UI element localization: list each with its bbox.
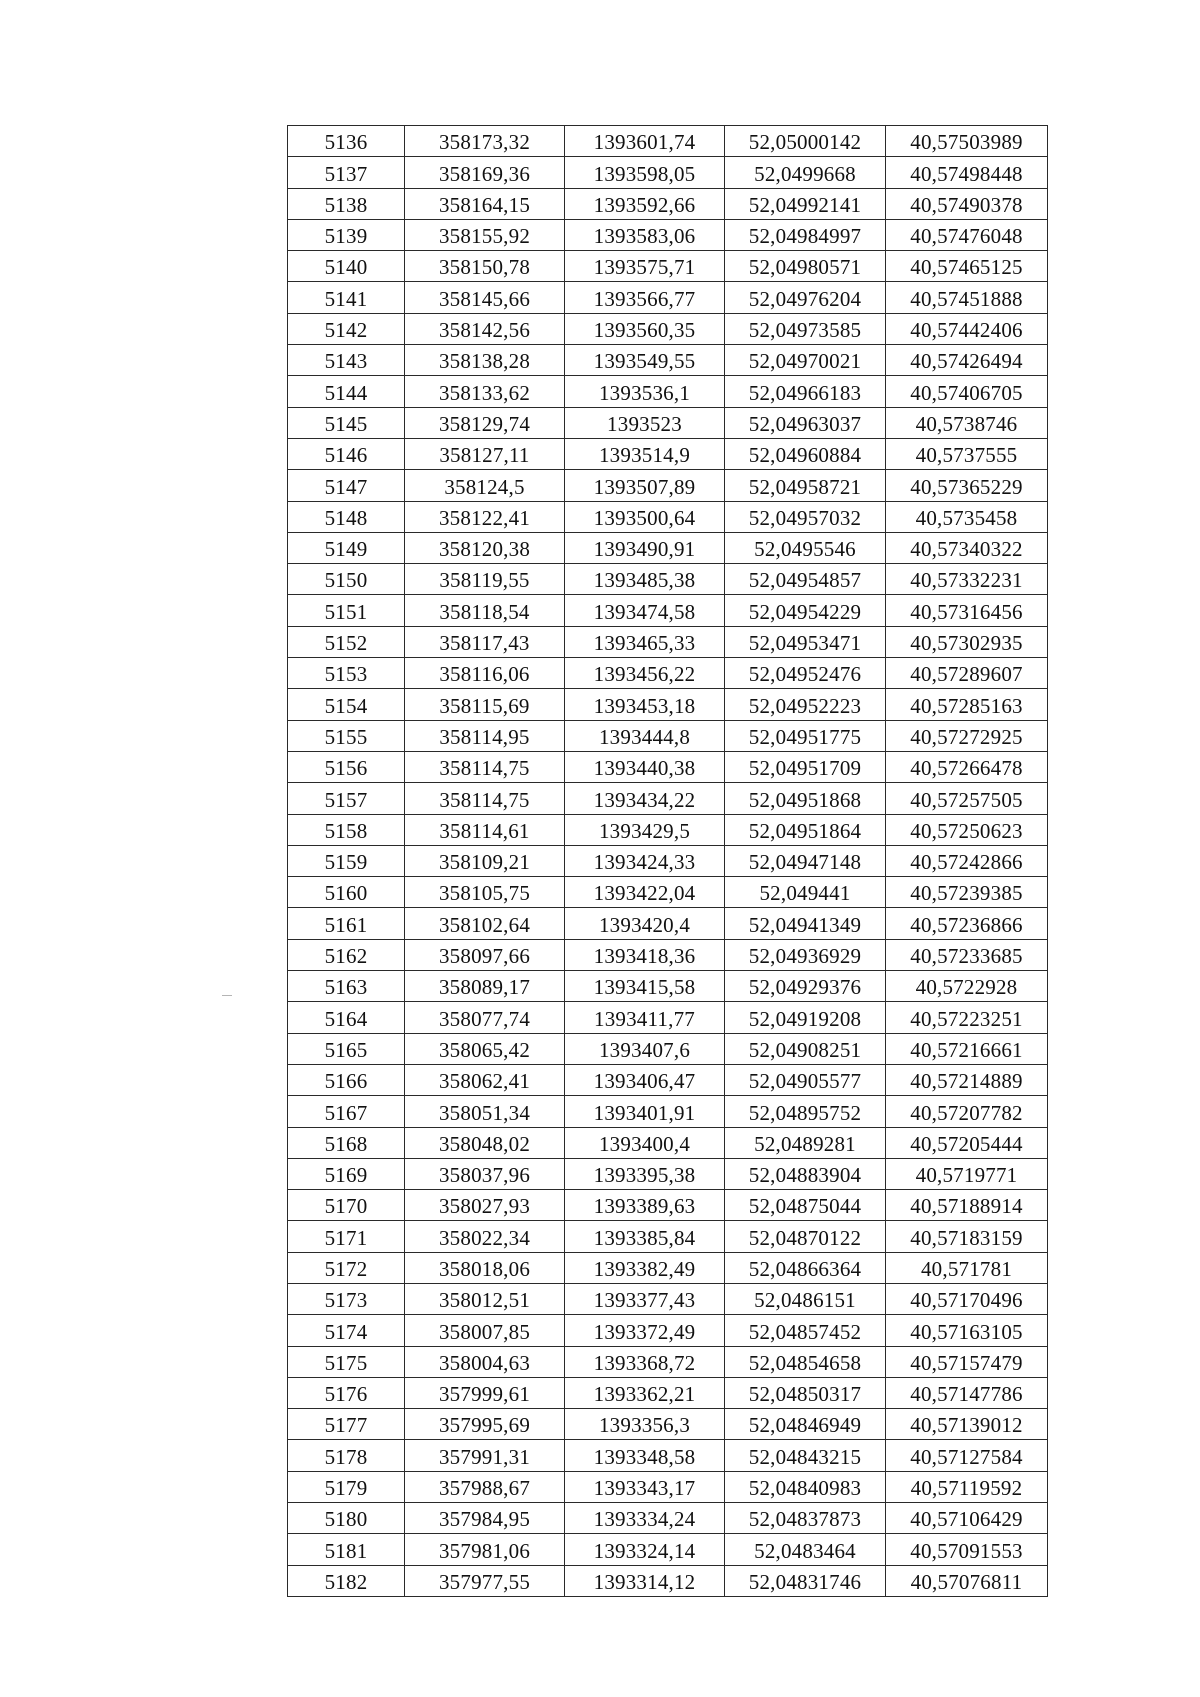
point-number-cell: 5175 [288,1346,405,1377]
y-coordinate-cell: 1393514,9 [565,438,725,469]
longitude-cell: 40,5735458 [886,501,1048,532]
x-coordinate-cell: 358117,43 [405,626,565,657]
latitude-cell: 52,04963037 [725,407,886,438]
x-coordinate-cell: 357995,69 [405,1409,565,1440]
x-coordinate-cell: 358089,17 [405,971,565,1002]
table-row [288,689,1048,720]
longitude-cell: 40,57236866 [886,908,1048,939]
y-coordinate-cell: 1393536,1 [565,376,725,407]
table-row [288,783,1048,814]
latitude-cell: 52,04857452 [725,1315,886,1346]
x-coordinate-cell: 358051,34 [405,1096,565,1127]
longitude-cell: 40,57183159 [886,1221,1048,1252]
point-number-cell: 5171 [288,1221,405,1252]
latitude-cell: 52,04883904 [725,1158,886,1189]
point-number-cell: 5156 [288,751,405,782]
latitude-cell: 52,04941349 [725,908,886,939]
y-coordinate-cell: 1393500,64 [565,501,725,532]
longitude-cell: 40,57498448 [886,157,1048,188]
latitude-cell: 52,04953471 [725,626,886,657]
point-number-cell: 5169 [288,1158,405,1189]
point-number-cell: 5142 [288,313,405,344]
point-number-cell: 5138 [288,188,405,219]
y-coordinate-cell: 1393362,21 [565,1377,725,1408]
latitude-cell: 52,04952476 [725,658,886,689]
y-coordinate-cell: 1393368,72 [565,1346,725,1377]
x-coordinate-cell: 358120,38 [405,532,565,563]
table-row [288,501,1048,532]
longitude-cell: 40,57340322 [886,532,1048,563]
table-row [288,877,1048,908]
latitude-cell: 52,04947148 [725,845,886,876]
latitude-cell: 52,04840983 [725,1471,886,1502]
y-coordinate-cell: 1393411,77 [565,1002,725,1033]
longitude-cell: 40,57239385 [886,877,1048,908]
latitude-cell: 52,04984997 [725,219,886,250]
table-row [288,1283,1048,1314]
point-number-cell: 5182 [288,1565,405,1596]
table-row [288,1409,1048,1440]
point-number-cell: 5151 [288,595,405,626]
y-coordinate-cell: 1393348,58 [565,1440,725,1471]
x-coordinate-cell: 358116,06 [405,658,565,689]
longitude-cell: 40,57406705 [886,376,1048,407]
y-coordinate-cell: 1393406,47 [565,1064,725,1095]
y-coordinate-cell: 1393395,38 [565,1158,725,1189]
longitude-cell: 40,57302935 [886,626,1048,657]
y-coordinate-cell: 1393598,05 [565,157,725,188]
longitude-cell: 40,57188914 [886,1190,1048,1221]
table-row [288,126,1048,157]
table-row [288,626,1048,657]
table-row [288,157,1048,188]
y-coordinate-cell: 1393415,58 [565,971,725,1002]
longitude-cell: 40,57157479 [886,1346,1048,1377]
table-row [288,1377,1048,1408]
table-row [288,1096,1048,1127]
point-number-cell: 5157 [288,783,405,814]
x-coordinate-cell: 358118,54 [405,595,565,626]
longitude-cell: 40,57170496 [886,1283,1048,1314]
x-coordinate-cell: 358142,56 [405,313,565,344]
y-coordinate-cell: 1393400,4 [565,1127,725,1158]
x-coordinate-cell: 358169,36 [405,157,565,188]
table-row [288,1315,1048,1346]
x-coordinate-cell: 358114,75 [405,783,565,814]
y-coordinate-cell: 1393560,35 [565,313,725,344]
x-coordinate-cell: 358150,78 [405,251,565,282]
longitude-cell: 40,57451888 [886,282,1048,313]
point-number-cell: 5177 [288,1409,405,1440]
point-number-cell: 5143 [288,345,405,376]
longitude-cell: 40,57106429 [886,1503,1048,1534]
table-row [288,376,1048,407]
y-coordinate-cell: 1393456,22 [565,658,725,689]
table-row [288,939,1048,970]
table-row [288,1534,1048,1565]
latitude-cell: 52,04957032 [725,501,886,532]
latitude-cell: 52,04954229 [725,595,886,626]
scan-artifact-mark [222,995,232,996]
y-coordinate-cell: 1393453,18 [565,689,725,720]
point-number-cell: 5170 [288,1190,405,1221]
longitude-cell: 40,57503989 [886,126,1048,157]
table-row [288,1158,1048,1189]
x-coordinate-cell: 357981,06 [405,1534,565,1565]
longitude-cell: 40,57289607 [886,658,1048,689]
latitude-cell: 52,05000142 [725,126,886,157]
x-coordinate-cell: 358124,5 [405,470,565,501]
point-number-cell: 5136 [288,126,405,157]
point-number-cell: 5180 [288,1503,405,1534]
x-coordinate-cell: 358114,75 [405,751,565,782]
x-coordinate-cell: 358097,66 [405,939,565,970]
table-row [288,345,1048,376]
longitude-cell: 40,5719771 [886,1158,1048,1189]
point-number-cell: 5181 [288,1534,405,1565]
latitude-cell: 52,04976204 [725,282,886,313]
point-number-cell: 5152 [288,626,405,657]
longitude-cell: 40,57442406 [886,313,1048,344]
table-row [288,658,1048,689]
table-row [288,1252,1048,1283]
point-number-cell: 5176 [288,1377,405,1408]
x-coordinate-cell: 358114,95 [405,720,565,751]
latitude-cell: 52,04850317 [725,1377,886,1408]
latitude-cell: 52,0483464 [725,1534,886,1565]
y-coordinate-cell: 1393549,55 [565,345,725,376]
point-number-cell: 5173 [288,1283,405,1314]
y-coordinate-cell: 1393324,14 [565,1534,725,1565]
table-row [288,908,1048,939]
longitude-cell: 40,57223251 [886,1002,1048,1033]
table-row [288,971,1048,1002]
point-number-cell: 5167 [288,1096,405,1127]
table-row [288,1503,1048,1534]
longitude-cell: 40,57257505 [886,783,1048,814]
y-coordinate-cell: 1393434,22 [565,783,725,814]
longitude-cell: 40,57233685 [886,939,1048,970]
point-number-cell: 5172 [288,1252,405,1283]
longitude-cell: 40,57250623 [886,814,1048,845]
latitude-cell: 52,04837873 [725,1503,886,1534]
table-row [288,814,1048,845]
latitude-cell: 52,04951709 [725,751,886,782]
y-coordinate-cell: 1393385,84 [565,1221,725,1252]
y-coordinate-cell: 1393420,4 [565,908,725,939]
table-row [288,282,1048,313]
point-number-cell: 5148 [288,501,405,532]
y-coordinate-cell: 1393418,36 [565,939,725,970]
longitude-cell: 40,57272925 [886,720,1048,751]
y-coordinate-cell: 1393507,89 [565,470,725,501]
y-coordinate-cell: 1393474,58 [565,595,725,626]
table-row [288,845,1048,876]
y-coordinate-cell: 1393377,43 [565,1283,725,1314]
table-row [288,1471,1048,1502]
table-row [288,438,1048,469]
x-coordinate-cell: 358102,64 [405,908,565,939]
table-row [288,1346,1048,1377]
point-number-cell: 5146 [288,438,405,469]
latitude-cell: 52,04980571 [725,251,886,282]
y-coordinate-cell: 1393389,63 [565,1190,725,1221]
x-coordinate-cell: 358012,51 [405,1283,565,1314]
y-coordinate-cell: 1393575,71 [565,251,725,282]
x-coordinate-cell: 358109,21 [405,845,565,876]
point-number-cell: 5166 [288,1064,405,1095]
point-number-cell: 5153 [288,658,405,689]
y-coordinate-cell: 1393356,3 [565,1409,725,1440]
x-coordinate-cell: 358007,85 [405,1315,565,1346]
longitude-cell: 40,57365229 [886,470,1048,501]
coordinates-table-body [288,126,1048,1597]
y-coordinate-cell: 1393429,5 [565,814,725,845]
y-coordinate-cell: 1393566,77 [565,282,725,313]
latitude-cell: 52,04895752 [725,1096,886,1127]
table-row [288,1440,1048,1471]
x-coordinate-cell: 358155,92 [405,219,565,250]
latitude-cell: 52,04951868 [725,783,886,814]
table-row [288,251,1048,282]
x-coordinate-cell: 358062,41 [405,1064,565,1095]
coordinates-table [287,125,1048,1597]
x-coordinate-cell: 357988,67 [405,1471,565,1502]
longitude-cell: 40,57214889 [886,1064,1048,1095]
x-coordinate-cell: 358037,96 [405,1158,565,1189]
latitude-cell: 52,04929376 [725,971,886,1002]
longitude-cell: 40,57205444 [886,1127,1048,1158]
point-number-cell: 5154 [288,689,405,720]
table-row [288,1190,1048,1221]
x-coordinate-cell: 358048,02 [405,1127,565,1158]
x-coordinate-cell: 358173,32 [405,126,565,157]
point-number-cell: 5168 [288,1127,405,1158]
latitude-cell: 52,04960884 [725,438,886,469]
longitude-cell: 40,57490378 [886,188,1048,219]
latitude-cell: 52,04951864 [725,814,886,845]
y-coordinate-cell: 1393343,17 [565,1471,725,1502]
y-coordinate-cell: 1393485,38 [565,564,725,595]
y-coordinate-cell: 1393382,49 [565,1252,725,1283]
point-number-cell: 5147 [288,470,405,501]
latitude-cell: 52,04954857 [725,564,886,595]
latitude-cell: 52,0499668 [725,157,886,188]
longitude-cell: 40,57076811 [886,1565,1048,1596]
table-row [288,407,1048,438]
x-coordinate-cell: 358114,61 [405,814,565,845]
longitude-cell: 40,5737555 [886,438,1048,469]
latitude-cell: 52,04843215 [725,1440,886,1471]
longitude-cell: 40,57465125 [886,251,1048,282]
longitude-cell: 40,57426494 [886,345,1048,376]
point-number-cell: 5155 [288,720,405,751]
x-coordinate-cell: 358115,69 [405,689,565,720]
latitude-cell: 52,0486151 [725,1283,886,1314]
table-row [288,532,1048,563]
y-coordinate-cell: 1393440,38 [565,751,725,782]
x-coordinate-cell: 357977,55 [405,1565,565,1596]
x-coordinate-cell: 358022,34 [405,1221,565,1252]
y-coordinate-cell: 1393401,91 [565,1096,725,1127]
latitude-cell: 52,04936929 [725,939,886,970]
table-row [288,595,1048,626]
longitude-cell: 40,57147786 [886,1377,1048,1408]
latitude-cell: 52,04870122 [725,1221,886,1252]
table-row [288,313,1048,344]
point-number-cell: 5178 [288,1440,405,1471]
x-coordinate-cell: 358138,28 [405,345,565,376]
longitude-cell: 40,5738746 [886,407,1048,438]
y-coordinate-cell: 1393422,04 [565,877,725,908]
longitude-cell: 40,57316456 [886,595,1048,626]
point-number-cell: 5161 [288,908,405,939]
table-row [288,188,1048,219]
x-coordinate-cell: 357991,31 [405,1440,565,1471]
longitude-cell: 40,57216661 [886,1033,1048,1064]
table-row [288,564,1048,595]
latitude-cell: 52,0489281 [725,1127,886,1158]
longitude-cell: 40,5722928 [886,971,1048,1002]
point-number-cell: 5150 [288,564,405,595]
y-coordinate-cell: 1393424,33 [565,845,725,876]
y-coordinate-cell: 1393444,8 [565,720,725,751]
y-coordinate-cell: 1393583,06 [565,219,725,250]
point-number-cell: 5139 [288,219,405,250]
point-number-cell: 5144 [288,376,405,407]
point-number-cell: 5165 [288,1033,405,1064]
longitude-cell: 40,57119592 [886,1471,1048,1502]
y-coordinate-cell: 1393465,33 [565,626,725,657]
latitude-cell: 52,04973585 [725,313,886,344]
point-number-cell: 5179 [288,1471,405,1502]
longitude-cell: 40,57266478 [886,751,1048,782]
table-row [288,1002,1048,1033]
point-number-cell: 5160 [288,877,405,908]
point-number-cell: 5158 [288,814,405,845]
table-row [288,720,1048,751]
x-coordinate-cell: 358145,66 [405,282,565,313]
longitude-cell: 40,57139012 [886,1409,1048,1440]
latitude-cell: 52,04992141 [725,188,886,219]
longitude-cell: 40,57091553 [886,1534,1048,1565]
y-coordinate-cell: 1393601,74 [565,126,725,157]
latitude-cell: 52,04958721 [725,470,886,501]
y-coordinate-cell: 1393314,12 [565,1565,725,1596]
latitude-cell: 52,04919208 [725,1002,886,1033]
x-coordinate-cell: 358127,11 [405,438,565,469]
longitude-cell: 40,57163105 [886,1315,1048,1346]
longitude-cell: 40,57242866 [886,845,1048,876]
y-coordinate-cell: 1393592,66 [565,188,725,219]
x-coordinate-cell: 358027,93 [405,1190,565,1221]
latitude-cell: 52,04966183 [725,376,886,407]
point-number-cell: 5164 [288,1002,405,1033]
latitude-cell: 52,04866364 [725,1252,886,1283]
x-coordinate-cell: 358119,55 [405,564,565,595]
latitude-cell: 52,04846949 [725,1409,886,1440]
point-number-cell: 5163 [288,971,405,1002]
x-coordinate-cell: 358133,62 [405,376,565,407]
point-number-cell: 5174 [288,1315,405,1346]
y-coordinate-cell: 1393334,24 [565,1503,725,1534]
y-coordinate-cell: 1393523 [565,407,725,438]
table-row [288,219,1048,250]
y-coordinate-cell: 1393372,49 [565,1315,725,1346]
point-number-cell: 5137 [288,157,405,188]
x-coordinate-cell: 358105,75 [405,877,565,908]
table-row [288,751,1048,782]
longitude-cell: 40,57207782 [886,1096,1048,1127]
latitude-cell: 52,04905577 [725,1064,886,1095]
longitude-cell: 40,57127584 [886,1440,1048,1471]
latitude-cell: 52,04951775 [725,720,886,751]
longitude-cell: 40,57285163 [886,689,1048,720]
point-number-cell: 5140 [288,251,405,282]
longitude-cell: 40,57476048 [886,219,1048,250]
x-coordinate-cell: 358164,15 [405,188,565,219]
latitude-cell: 52,04875044 [725,1190,886,1221]
latitude-cell: 52,04908251 [725,1033,886,1064]
table-row [288,1033,1048,1064]
table-row [288,1064,1048,1095]
x-coordinate-cell: 357999,61 [405,1377,565,1408]
x-coordinate-cell: 357984,95 [405,1503,565,1534]
x-coordinate-cell: 358018,06 [405,1252,565,1283]
y-coordinate-cell: 1393490,91 [565,532,725,563]
latitude-cell: 52,0495546 [725,532,886,563]
point-number-cell: 5145 [288,407,405,438]
x-coordinate-cell: 358129,74 [405,407,565,438]
x-coordinate-cell: 358004,63 [405,1346,565,1377]
point-number-cell: 5162 [288,939,405,970]
latitude-cell: 52,04970021 [725,345,886,376]
table-row [288,1221,1048,1252]
longitude-cell: 40,57332231 [886,564,1048,595]
x-coordinate-cell: 358122,41 [405,501,565,532]
latitude-cell: 52,04831746 [725,1565,886,1596]
x-coordinate-cell: 358065,42 [405,1033,565,1064]
table-row [288,1565,1048,1596]
latitude-cell: 52,049441 [725,877,886,908]
longitude-cell: 40,571781 [886,1252,1048,1283]
point-number-cell: 5159 [288,845,405,876]
point-number-cell: 5149 [288,532,405,563]
latitude-cell: 52,04854658 [725,1346,886,1377]
latitude-cell: 52,04952223 [725,689,886,720]
table-row [288,470,1048,501]
y-coordinate-cell: 1393407,6 [565,1033,725,1064]
point-number-cell: 5141 [288,282,405,313]
x-coordinate-cell: 358077,74 [405,1002,565,1033]
table-row [288,1127,1048,1158]
